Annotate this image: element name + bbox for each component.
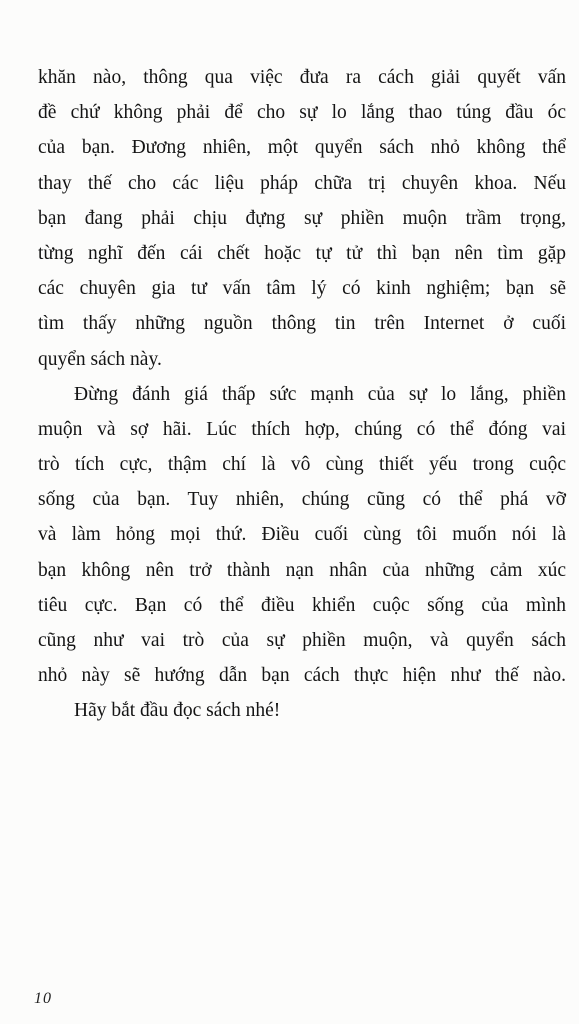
text-line: sống của bạn. Tuy nhiên, chúng cũng có thể phá vỡ	[38, 489, 566, 511]
text-line: bạn không nên trở thành nạn nhân của những cảm xúc	[38, 559, 566, 581]
text-line: quyển sách này.	[38, 348, 162, 370]
text-line: nhỏ này sẽ hướng dẫn bạn cách thực hiện như thế nào.	[38, 665, 566, 687]
text-line: trò tích cực, thậm chí là vô cùng thiết yếu trong cuộc	[38, 454, 566, 476]
text-line: cũng như vai trò của sự phiền muộn, và quyển sách	[38, 630, 566, 651]
text-line: của bạn. Đương nhiên, một quyển sách nhỏ không thể	[38, 137, 566, 159]
paragraph-2	[38, 377, 566, 694]
page-number: 10	[34, 990, 52, 1007]
text-line: khăn nào, thông qua việc đưa ra cách giải quyết vấn	[38, 67, 566, 88]
text-line: muộn và sợ hãi. Lúc thích hợp, chúng có thể đóng vai	[38, 418, 566, 440]
text-line: các chuyên gia tư vấn tâm lý có kinh nghiệm; bạn sẽ	[38, 278, 566, 300]
text-line: đề chứ không phải để cho sự lo lắng thao túng đầu óc	[38, 102, 566, 124]
text-line: tiêu cực. Bạn có thể điều khiển cuộc sống của mình	[38, 594, 566, 616]
paragraph-1	[38, 60, 566, 377]
body-text	[38, 60, 566, 729]
text-line: bạn đang phải chịu đựng sự phiền muộn trầm trọng,	[38, 207, 566, 229]
text-line: Hãy bắt đầu đọc sách nhé!	[74, 700, 281, 722]
text-line: tìm thấy những nguồn thông tin trên Internet ở cuối	[38, 313, 566, 335]
paragraph-3	[38, 693, 566, 728]
text-line: Đừng đánh giá thấp sức mạnh của sự lo lắng, phiền	[74, 383, 566, 405]
text-line: từng nghĩ đến cái chết hoặc tự tử thì bạn nên tìm gặp	[38, 242, 566, 264]
text-line: thay thế cho các liệu pháp chữa trị chuyên khoa. Nếu	[38, 172, 566, 194]
text-line: và làm hỏng mọi thứ. Điều cuối cùng tôi muốn nói là	[38, 524, 566, 546]
